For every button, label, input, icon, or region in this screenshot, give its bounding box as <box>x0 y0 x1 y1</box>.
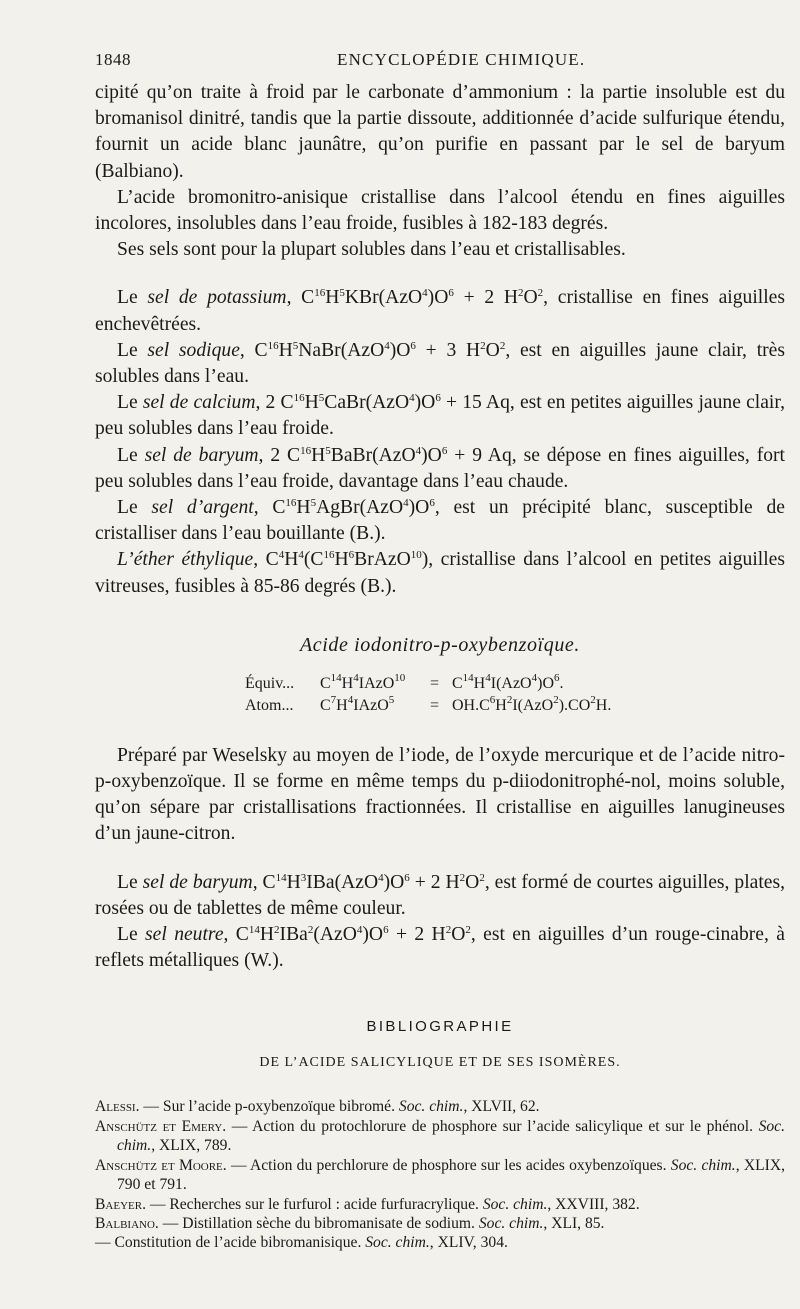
reference-author: Baeyer. <box>95 1195 146 1213</box>
salt-name: sel de calcium <box>142 392 256 414</box>
salt-formula: , $C^{14}H^2IBa^2(AzO^4)O^6 + 2$ $H^2O^2$ <box>223 924 471 946</box>
reference-author: Anschütz et Emery. <box>95 1117 227 1135</box>
formula-label: Équiv... <box>245 674 295 692</box>
reference-text: — Constitution de l’acide bibromanisique. Soc. chim., XLIV, 304. <box>95 1234 508 1252</box>
salt-formula: , $C^{16}H^5KBr(AzO^4)O^6 + 2$ $H^2O^2$ <box>286 287 544 309</box>
formula-row <box>245 695 785 717</box>
reference-list <box>95 1097 785 1252</box>
salt-paragraph: Le sel neutre, $C^{14}H^2IBa^2(AzO^4)O^6 + 2$ $H^2O^2$, est en aiguilles d’un rouge-cinabre, à reflets métalliques (W.). <box>95 924 785 972</box>
reference-text: — Recherches sur le furfurol : acide furfuracrylique. Soc. chim., XXVIII, 382. <box>145 1195 640 1213</box>
formula-label: Atom... <box>245 696 294 714</box>
bibliography-title: BIBLIOGRAPHIE <box>366 1018 514 1036</box>
reference-text: — Action du perchlorure de phosphore sur les acides oxybenzoïques. Soc. chim., XLIX, 790 et 791. <box>117 1156 785 1194</box>
salt-name: sel neutre <box>145 924 224 946</box>
formula-developed: $C^{14}H^4I(AzO^4)O^6$. <box>452 671 564 692</box>
equals-sign: = <box>430 674 440 692</box>
salt-paragraph: Le sel sodique, $C^{16}H^5NaBr(AzO^4)O^6 + 3$ $H^2O^2$, est en aiguilles jaune clair, très solubles dans l’eau. <box>95 339 785 388</box>
reference-item <box>95 1195 785 1214</box>
salt-paragraph: Le sel de baryum, $C^{14}H^3IBa(AzO^4)O^6 + 2$ $H^2O^2$, est formé de courtes aiguilles, plates, rosées ou de tablettes de même couleur. <box>95 871 785 919</box>
salt-paragraph: Le sel de calcium, 2 $C^{16}H^5CaBr(AzO^4)O^6 + 15$ Aq, est en petites aiguilles jaune clair, peu solubles dans l’eau froide. <box>95 392 785 440</box>
paragraph: cipité qu’on traite à froid par le carbonate d’ammonium : la partie insoluble est du bromanisol dinitré, tandis que la partie dissoute, additionnée d’acide sulfurique étendu, fournit un acide blanc jaunâtre, qu’on purifie en passant par le sel de baryum (Balbiano). <box>95 82 785 182</box>
page-number: 1848 <box>95 50 131 69</box>
formula-block <box>245 673 785 717</box>
salt-formula: , $C^{14}H^3IBa(AzO^4)O^6 + 2$ $H^2O^2$ <box>252 871 485 893</box>
paragraph: L’acide bromonitro-anisique cristallise dans l’alcool étendu en fines aiguilles incolores, insolubles dans l’eau froide, fusibles à 182-183 degrés. <box>95 186 785 235</box>
reference-text: — Distillation sèche du bibromanisate de sodium. Soc. chim., XLI, 85. <box>158 1214 605 1232</box>
reference-text: — Action du protochlorure de phosphore sur l’acide salicylique et sur le phénol. Soc. chim., XLIX, 789. <box>117 1117 785 1155</box>
salt-formula: , 2 $C^{16}H^5BaBr(AzO^4)O^6 + 9$ Aq <box>258 444 512 466</box>
formula-row <box>245 673 785 695</box>
running-title: ENCYCLOPÉDIE CHIMIQUE. <box>337 50 586 69</box>
document-page <box>95 50 785 1253</box>
salt-paragraph: Le sel de baryum, 2 $C^{16}H^5BaBr(AzO^4)O^6 + 9$ Aq, se dépose en fines aiguilles, fort peu solubles dans l’eau froide, davantage dans l’eau chaude. <box>95 444 785 492</box>
salt-paragraph: L’éther éthylique, $C^4H^4(C^{16}H^6BrAzO^{10})$, cristallise dans l’alcool en petites aiguilles vitreuses, fusibles à 85-86 degrés (B.). <box>95 549 785 597</box>
reference-item <box>95 1233 785 1252</box>
reference-item <box>95 1117 785 1156</box>
salt-name: sel de potassium <box>147 287 287 309</box>
equals-sign: = <box>430 696 440 714</box>
paragraph: Préparé par Weselsky au moyen de l’iode, de l’oxyde mercurique et de l’acide nitro-p-oxybenzoïque. Il se forme en même temps du p-diiodonitrophé-nol, moins soluble, qu’on sépare par cristallisations fractionnées. Il cristallise en aiguilles lanugineuses d’un jaune-citron. <box>95 744 785 845</box>
reference-author: Alessi. <box>95 1098 140 1116</box>
salt-paragraph: Le sel d’argent, $C^{16}H^5AgBr(AzO^4)O^6$, est un précipité blanc, susceptible de cristalliser dans l’eau bouillante (B.). <box>95 497 785 545</box>
salt-paragraph: Le sel de potassium, $C^{16}H^5KBr(AzO^4)O^6 + 2$ $H^2O^2$, cristallise en fines aiguilles enchevêtrées. <box>95 287 785 335</box>
salt-formula: , 2 $C^{16}H^5CaBr(AzO^4)O^6 + 15$ Aq <box>255 392 510 414</box>
section-title: Acide iodonitro-p-oxybenzoïque. <box>299 633 580 656</box>
salt-formula: , $C^{16}H^5AgBr(AzO^4)O^6$ <box>253 497 435 519</box>
salt-name: sel d’argent <box>151 497 254 519</box>
salt-formula: , $C^4H^4(C^{16}H^6BrAzO^{10})$ <box>253 549 429 571</box>
bibliography-subtitle: DE L’ACIDE SALICYLIQUE ET DE SES ISOMÈRES. <box>259 1055 621 1071</box>
reference-text: — Sur l’acide p-oxybenzoïque bibromé. Soc. chim., XLVII, 62. <box>139 1098 540 1116</box>
salt-name: sel de baryum <box>144 444 259 466</box>
page-header <box>95 50 785 80</box>
reference-item <box>95 1156 785 1195</box>
reference-item <box>95 1097 785 1116</box>
salt-name: sel sodique <box>147 339 240 361</box>
formula-developed: $OH.C^6H^2I(AzO^2).CO^2H$. <box>452 693 612 714</box>
paragraph: Ses sels sont pour la plupart solubles dans l’eau et cristallisables. <box>117 239 626 261</box>
salt-formula: , $C^{16}H^5NaBr(AzO^4)O^6 + 3$ $H^2O^2$ <box>239 339 506 361</box>
formula-raw: $C^7H^4IAzO^5$ <box>320 693 395 714</box>
reference-author: Balbiano. <box>95 1214 159 1232</box>
reference-item <box>95 1214 785 1233</box>
formula-raw: $C^{14}H^4IAzO^{10}$ <box>320 671 406 692</box>
salt-name: sel de baryum <box>142 871 253 893</box>
salt-name: L’éther éthylique <box>117 549 254 571</box>
reference-author: Anschütz et Moore. <box>95 1156 227 1174</box>
